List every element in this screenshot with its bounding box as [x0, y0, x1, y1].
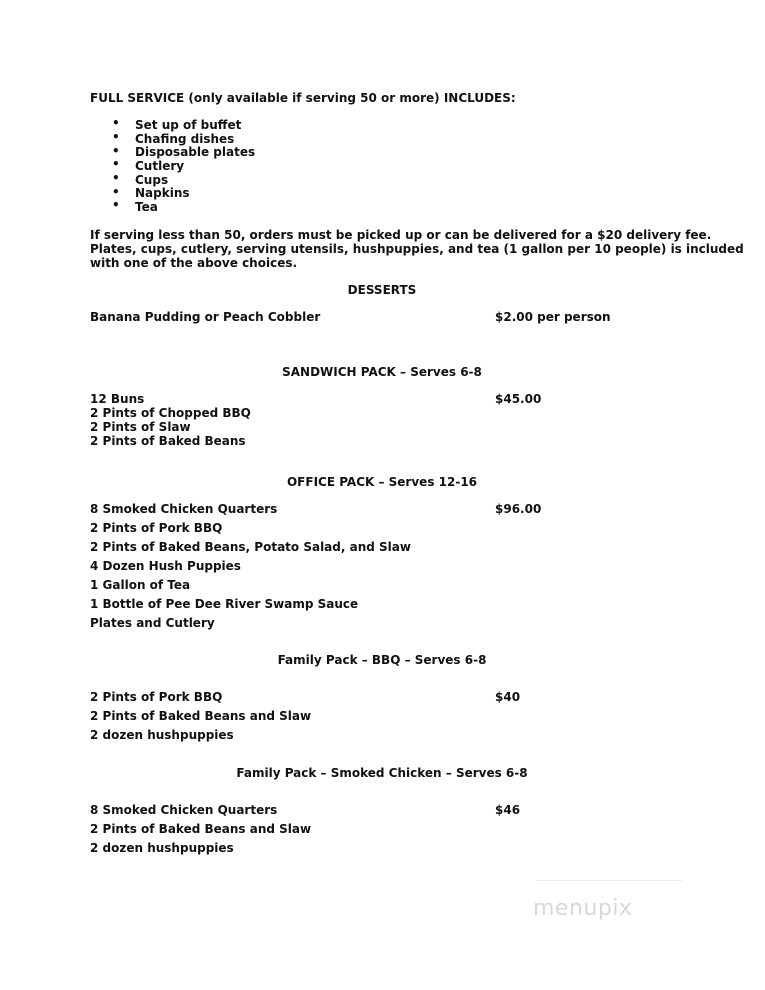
bullet: •	[112, 185, 120, 199]
dessert-item: Banana Pudding or Peach Cobbler	[90, 310, 321, 324]
sandwich-pack-item: 2 Pints of Baked Beans	[90, 434, 246, 448]
watermark-divider	[537, 880, 682, 881]
family-chicken-price: $46	[495, 803, 521, 817]
bullet: •	[112, 144, 120, 158]
bullet: •	[112, 157, 120, 171]
list-item: Cutlery	[135, 159, 185, 173]
office-pack-item: 4 Dozen Hush Puppies	[90, 559, 241, 573]
list-item: Chafing dishes	[135, 132, 235, 146]
family-chicken-heading: Family Pack – Smoked Chicken – Serves 6-8	[236, 766, 528, 780]
sandwich-pack-price: $45.00	[495, 392, 542, 406]
list-item: Napkins	[135, 186, 190, 200]
sandwich-pack-item: 2 Pints of Chopped BBQ	[90, 406, 251, 420]
family-bbq-item: 2 Pints of Pork BBQ	[90, 690, 223, 704]
office-pack-item: 2 Pints of Pork BBQ	[90, 521, 223, 535]
office-pack-item: 8 Smoked Chicken Quarters	[90, 502, 278, 516]
office-pack-price: $96.00	[495, 502, 542, 516]
bullet: •	[112, 116, 120, 130]
office-pack-item: 1 Bottle of Pee Dee River Swamp Sauce	[90, 597, 359, 611]
list-item: Disposable plates	[135, 145, 256, 159]
desserts-heading: DESSERTS	[347, 283, 417, 297]
office-pack-heading: OFFICE PACK – Serves 12-16	[286, 475, 478, 489]
family-bbq-item: 2 Pints of Baked Beans and Slaw	[90, 709, 312, 723]
full-service-heading: FULL SERVICE (only available if serving 50 or more) INCLUDES:	[90, 91, 516, 105]
dessert-price: $2.00 per person	[495, 310, 611, 324]
office-pack-item: 2 Pints of Baked Beans, Potato Salad, and Slaw	[90, 540, 411, 554]
bullet: •	[112, 130, 120, 144]
bullet: •	[112, 198, 120, 212]
menupix-watermark: menupix	[533, 896, 633, 921]
family-bbq-price: $40	[495, 690, 521, 704]
service-note-line: If serving less than 50, orders must be picked up or can be delivered for a $20 delivery fee.	[90, 228, 712, 242]
family-bbq-heading: Family Pack – BBQ – Serves 6-8	[277, 653, 487, 667]
office-pack-item: 1 Gallon of Tea	[90, 578, 191, 592]
sandwich-pack-heading: SANDWICH PACK – Serves 6-8	[282, 365, 482, 379]
bullet: •	[112, 171, 120, 185]
family-chicken-item: 8 Smoked Chicken Quarters	[90, 803, 278, 817]
sandwich-pack-item: 2 Pints of Slaw	[90, 420, 191, 434]
sandwich-pack-item: 12 Buns	[90, 392, 145, 406]
office-pack-item: Plates and Cutlery	[90, 616, 215, 630]
service-note-line: with one of the above choices.	[90, 256, 298, 270]
service-note-line: Plates, cups, cutlery, serving utensils, hushpuppies, and tea (1 gallon per 10 people) is included	[90, 242, 744, 256]
list-item: Set up of buffet	[135, 118, 242, 132]
family-bbq-item: 2 dozen hushpuppies	[90, 728, 234, 742]
list-item: Tea	[135, 200, 158, 214]
family-chicken-item: 2 Pints of Baked Beans and Slaw	[90, 822, 312, 836]
list-item: Cups	[135, 173, 169, 187]
family-chicken-item: 2 dozen hushpuppies	[90, 841, 234, 855]
